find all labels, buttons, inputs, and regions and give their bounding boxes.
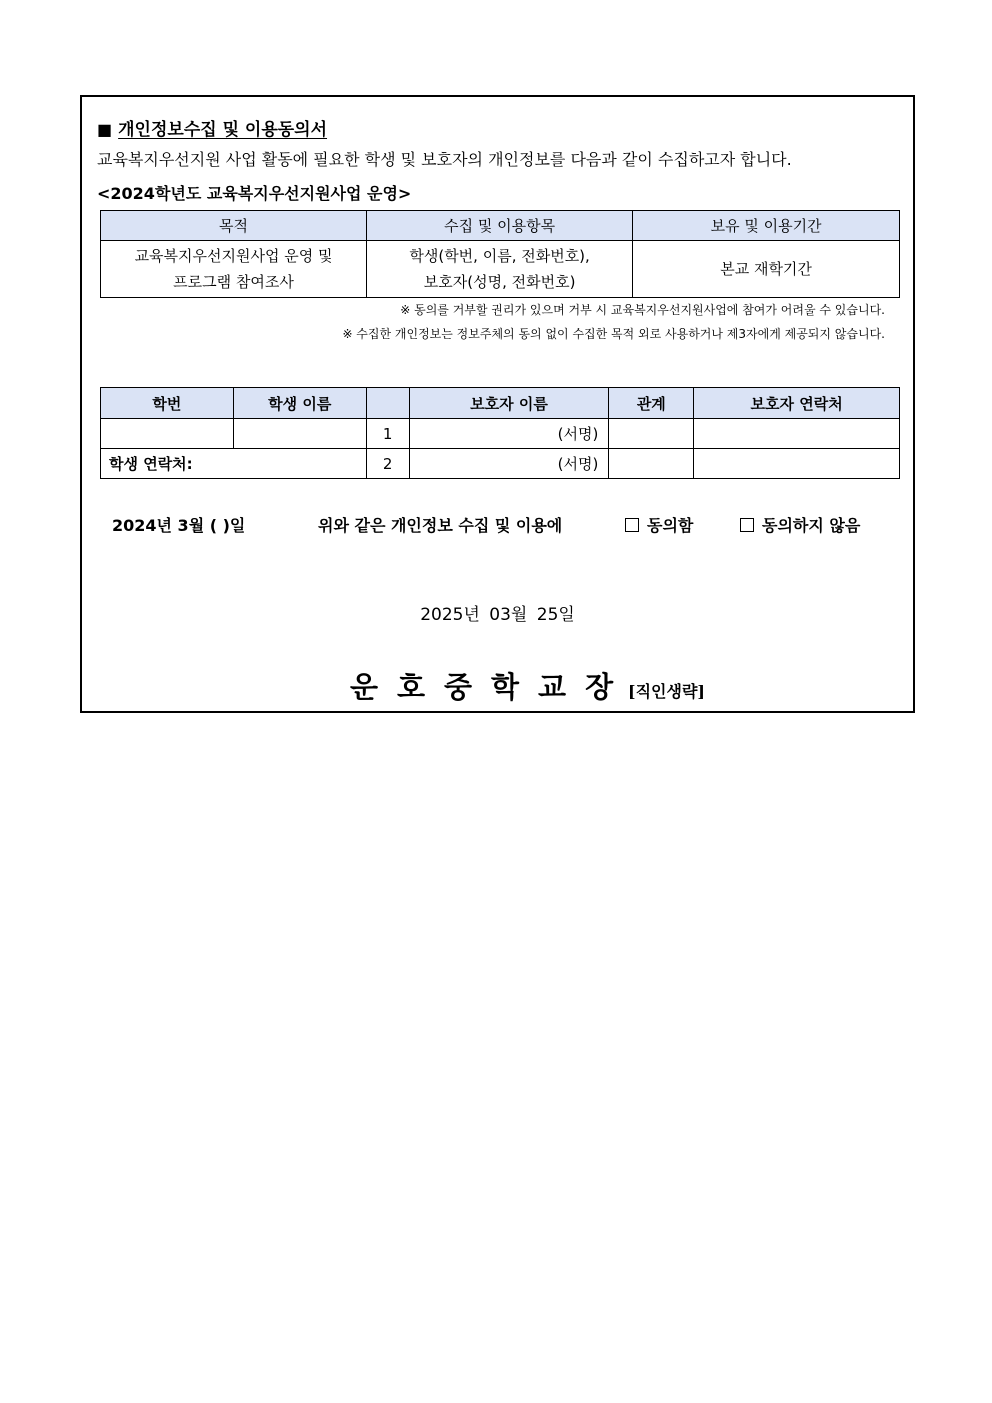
agree-checkbox[interactable] bbox=[625, 518, 639, 532]
form-title bbox=[97, 115, 327, 140]
period-cell: 본교 재학기간 bbox=[633, 241, 900, 298]
intro-text: 교육복지우선지원 사업 활동에 필요한 학생 및 보호자의 개인정보를 다음과 같이 수집하고자 합니다. bbox=[97, 150, 792, 169]
info-table bbox=[100, 387, 900, 479]
purpose-cell bbox=[101, 241, 367, 298]
form-title-text: 개인정보수집 및 이용동의서 bbox=[118, 120, 328, 140]
program-subtitle: <2024학년도 교육복지우선지원사업 운영> bbox=[97, 184, 412, 203]
purpose-table-header bbox=[101, 211, 900, 241]
sign-date bbox=[82, 600, 913, 625]
header-student-id: 학번 bbox=[101, 388, 234, 419]
disagree-label: 동의하지 않음 bbox=[762, 516, 861, 535]
student-contact-field[interactable]: 학생 연락처: bbox=[101, 449, 367, 479]
guardian-2-signature-field[interactable]: (서명) bbox=[409, 449, 609, 479]
guardian-2-contact-field[interactable] bbox=[694, 449, 900, 479]
sign-date-day: 25일 bbox=[536, 605, 575, 625]
student-id-field[interactable] bbox=[101, 419, 234, 449]
header-blank bbox=[366, 388, 409, 419]
principal-title: 장 bbox=[585, 670, 633, 704]
sign-date-year: 2025년 bbox=[420, 605, 480, 625]
agree-option[interactable] bbox=[625, 513, 693, 536]
header-student-name: 학생 이름 bbox=[233, 388, 366, 419]
purpose-line-2: 프로그램 참여조사 bbox=[173, 273, 294, 291]
guardian-1-relation-field[interactable] bbox=[609, 419, 694, 449]
items-line-1: 학생(학번, 이름, 전화번호), bbox=[409, 247, 590, 265]
purpose-table-row bbox=[101, 241, 900, 298]
guardian-1-contact-field[interactable] bbox=[694, 419, 900, 449]
items-line-2: 보호자(성명, 전화번호) bbox=[423, 273, 576, 291]
header-guardian-contact: 보호자 연락처 bbox=[694, 388, 900, 419]
seal-omitted-note: [직인생략] bbox=[628, 682, 705, 701]
square-bullet-icon: ■ bbox=[97, 120, 113, 139]
agree-label: 동의함 bbox=[647, 516, 694, 535]
header-period: 보유 및 이용기간 bbox=[633, 211, 900, 241]
agreement-date: 2024년 3월 ( )일 bbox=[112, 516, 246, 535]
school-principal bbox=[350, 665, 632, 706]
third-party-note: ※ 수집한 개인정보는 정보주체의 동의 없이 수집한 목적 외로 사용하거나 제3자에게 제공되지 않습니다. bbox=[342, 327, 885, 341]
info-row-1 bbox=[101, 419, 900, 449]
guardian-number-2: 2 bbox=[366, 449, 409, 479]
school-name: 운호중학교 bbox=[350, 670, 586, 704]
header-purpose: 목적 bbox=[101, 211, 367, 241]
student-name-field[interactable] bbox=[233, 419, 366, 449]
header-guardian-name: 보호자 이름 bbox=[409, 388, 609, 419]
agreement-statement: 위와 같은 개인정보 수집 및 이용에 bbox=[318, 516, 563, 535]
purpose-line-1: 교육복지우선지원사업 운영 및 bbox=[134, 247, 333, 265]
info-row-2 bbox=[101, 449, 900, 479]
header-relation: 관계 bbox=[609, 388, 694, 419]
purpose-table bbox=[100, 210, 900, 298]
refusal-right-note: ※ 동의를 거부할 권리가 있으며 거부 시 교육복지우선지원사업에 참여가 어려울 수 있습니다. bbox=[400, 303, 885, 317]
header-items: 수집 및 이용항목 bbox=[367, 211, 633, 241]
guardian-1-signature-field[interactable]: (서명) bbox=[409, 419, 609, 449]
items-cell bbox=[367, 241, 633, 298]
disagree-option[interactable] bbox=[740, 513, 860, 536]
sign-date-month: 03월 bbox=[489, 605, 528, 625]
disagree-checkbox[interactable] bbox=[740, 518, 754, 532]
consent-form bbox=[80, 95, 915, 713]
info-table-header bbox=[101, 388, 900, 419]
guardian-2-relation-field[interactable] bbox=[609, 449, 694, 479]
guardian-number-1: 1 bbox=[366, 419, 409, 449]
